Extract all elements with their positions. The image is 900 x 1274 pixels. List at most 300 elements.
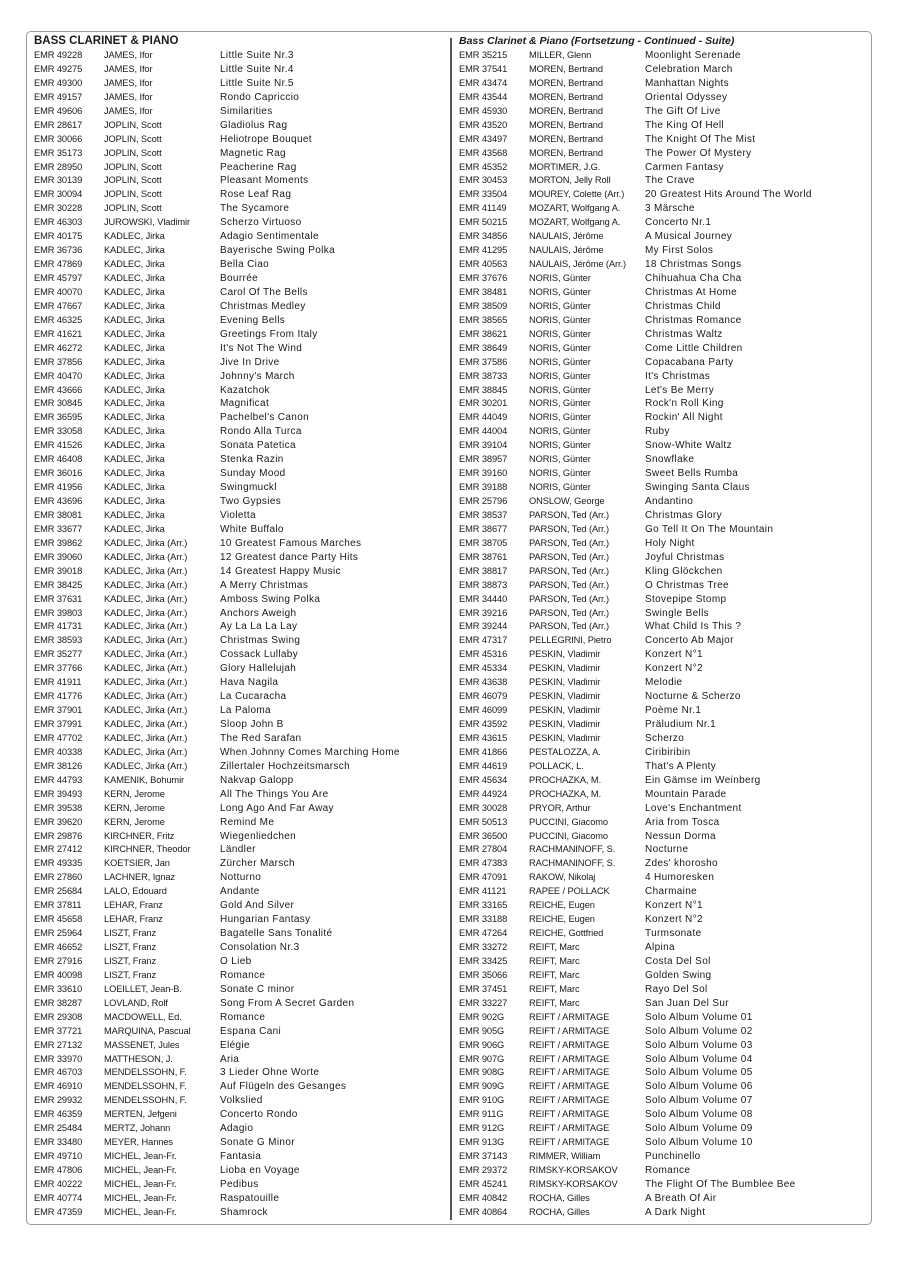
composer-name: NORIS, Günter — [529, 468, 591, 479]
composer-name: KADLEC, Jirka (Arr.) — [104, 732, 188, 743]
composer-name: REIFT / ARMITAGE — [529, 1095, 610, 1106]
catalog-row — [459, 147, 871, 161]
catalog-list — [459, 49, 871, 1220]
piece-title: Aria from Tosca — [645, 816, 720, 828]
piece-title: Anchors Aweigh — [220, 607, 297, 619]
composer-name: NORIS, Günter — [529, 342, 591, 353]
catalog-number: EMR 902G — [459, 1011, 505, 1022]
composer-name: JOPLIN, Scott — [104, 203, 162, 214]
catalog-number: EMR 913G — [459, 1137, 505, 1148]
piece-title: 3 Märsche — [645, 203, 695, 215]
composer-name: RIMSKY-KORSAKOV — [529, 1165, 618, 1175]
piece-title: It's Not The Wind — [220, 342, 303, 354]
piece-title: Rondo Capriccio — [220, 91, 300, 103]
catalog-number: EMR 29876 — [34, 830, 83, 841]
composer-name: RACHMANINOFF, S. — [529, 858, 616, 869]
catalog-number: EMR 49228 — [34, 50, 83, 60]
composer-name: PARSON, Ted (Arr.) — [529, 621, 609, 632]
composer-name: PARSON, Ted (Arr.) — [529, 593, 609, 604]
catalog-number: EMR 38957 — [459, 454, 508, 465]
catalog-row — [459, 732, 871, 746]
catalog-row — [459, 1136, 871, 1150]
piece-title: Manhattan Nights — [645, 77, 729, 89]
piece-title: Love's Enchantment — [645, 802, 742, 814]
catalog-row — [34, 537, 446, 551]
catalog-row — [459, 77, 871, 91]
catalog-number: EMR 39160 — [459, 468, 508, 479]
composer-name: KADLEC, Jirka (Arr.) — [104, 537, 188, 548]
piece-title: Similarities — [220, 105, 273, 117]
catalog-row — [459, 370, 871, 384]
catalog-row — [34, 1011, 446, 1025]
catalog-row — [459, 788, 871, 802]
piece-title: 18 Christmas Songs — [645, 259, 742, 271]
composer-name: NORIS, Günter — [529, 314, 591, 325]
catalog-number: EMR 908G — [459, 1067, 505, 1078]
catalog-number: EMR 41526 — [34, 440, 83, 451]
catalog-number: EMR 41731 — [34, 621, 83, 632]
catalog-row — [34, 244, 446, 258]
composer-name: NORIS, Günter — [529, 273, 591, 283]
piece-title: Rose Leaf Rag — [220, 189, 292, 201]
piece-title: Bagatelle Sans Tonalité — [220, 928, 333, 940]
catalog-number: EMR 38593 — [34, 635, 83, 646]
piece-title: That's A Plenty — [645, 760, 717, 772]
catalog-row — [459, 133, 871, 147]
composer-name: KADLEC, Jirka — [104, 370, 165, 381]
catalog-row — [459, 272, 871, 286]
catalog-number: EMR 30139 — [34, 175, 83, 186]
composer-name: REIFT / ARMITAGE — [529, 1123, 610, 1134]
composer-name: NORIS, Günter — [529, 328, 591, 339]
piece-title: Romance — [220, 1011, 266, 1023]
piece-title: Glory Hallelujah — [220, 663, 297, 675]
catalog-number: EMR 37451 — [459, 983, 508, 994]
catalog-number: EMR 44924 — [459, 788, 508, 799]
composer-name: REIFT / ARMITAGE — [529, 1067, 610, 1078]
catalog-row — [459, 885, 871, 899]
catalog-row — [34, 105, 446, 119]
catalog-number: EMR 38705 — [459, 537, 508, 548]
catalog-number: EMR 39216 — [459, 607, 508, 618]
composer-name: REIFT, Marc — [529, 942, 580, 952]
catalog-row — [34, 314, 446, 328]
catalog-number: EMR 910G — [459, 1095, 505, 1106]
section-heading: BASS CLARINET & PIANO — [34, 35, 179, 47]
catalog-row — [34, 732, 446, 746]
piece-title: Swinging Santa Claus — [645, 482, 750, 494]
catalog-row — [34, 885, 446, 899]
composer-name: KADLEC, Jirka — [104, 286, 165, 297]
composer-name: MORTON, Jelly Roll — [529, 175, 611, 186]
piece-title: Oriental Odyssey — [645, 91, 728, 103]
catalog-row — [459, 1206, 871, 1220]
catalog-row — [34, 871, 446, 885]
catalog-number: EMR 49300 — [34, 77, 83, 88]
catalog-number: EMR 36595 — [34, 412, 83, 423]
catalog-number: EMR 38509 — [459, 300, 508, 311]
composer-name: NORIS, Günter — [529, 370, 591, 381]
catalog-number: EMR 39188 — [459, 482, 508, 493]
composer-name: RAPEE / POLLACK — [529, 886, 610, 897]
piece-title: Pachelbel's Canon — [220, 412, 310, 424]
catalog-number: EMR 25796 — [459, 496, 508, 506]
catalog-number: EMR 41295 — [459, 245, 508, 256]
catalog-number: EMR 45241 — [459, 1178, 508, 1189]
piece-title: Gold And Silver — [220, 900, 295, 912]
catalog-number: EMR 46359 — [34, 1109, 83, 1120]
catalog-row — [459, 802, 871, 816]
catalog-row — [34, 746, 446, 760]
piece-title: Nocturne — [645, 844, 689, 856]
catalog-number: EMR 33227 — [459, 997, 508, 1008]
composer-name: MOZART, Wolfgang A. — [529, 203, 621, 214]
catalog-row — [34, 342, 446, 356]
catalog-row — [459, 216, 871, 230]
piece-title: Christmas Swing — [220, 635, 301, 647]
piece-title: Punchinello — [645, 1151, 701, 1163]
catalog-number: EMR 33165 — [459, 900, 508, 911]
piece-title: Fantasia — [220, 1151, 262, 1163]
catalog-row — [459, 941, 871, 955]
composer-name: KADLEC, Jirka — [104, 496, 165, 506]
piece-title: 10 Greatest Famous Marches — [220, 537, 362, 549]
piece-title: Two Gypsies — [220, 496, 282, 507]
piece-title: Elégie — [220, 1039, 250, 1051]
piece-title: All The Things You Are — [220, 788, 329, 800]
piece-title: Lioba en Voyage — [220, 1165, 300, 1176]
catalog-row — [459, 411, 871, 425]
catalog-row — [459, 188, 871, 202]
catalog-number: EMR 906G — [459, 1039, 505, 1050]
catalog-row — [459, 481, 871, 495]
catalog-number: EMR 30845 — [34, 398, 83, 409]
composer-name: NORIS, Günter — [529, 300, 591, 311]
composer-name: JAMES, Ifor — [104, 63, 153, 74]
catalog-number: EMR 50513 — [459, 816, 508, 827]
catalog-row — [34, 857, 446, 871]
piece-title: Stenka Razin — [220, 454, 284, 466]
composer-name: LOEILLET, Jean-B. — [104, 983, 182, 994]
catalog-number: EMR 34440 — [459, 593, 508, 604]
catalog-number: EMR 46325 — [34, 314, 83, 325]
catalog-row — [34, 899, 446, 913]
piece-title: Pleasant Moments — [220, 175, 309, 187]
composer-name: PUCCINI, Giacomo — [529, 830, 608, 841]
piece-title: Magnetic Rag — [220, 147, 286, 159]
composer-name: JOPLIN, Scott — [104, 147, 162, 158]
catalog-number: EMR 46272 — [34, 342, 83, 353]
composer-name: NORIS, Günter — [529, 356, 591, 367]
catalog-number: EMR 909G — [459, 1081, 505, 1092]
catalog-row — [459, 551, 871, 565]
catalog-row — [459, 927, 871, 941]
catalog-number: EMR 25484 — [34, 1123, 83, 1134]
catalog-row — [459, 174, 871, 188]
piece-title: Kling Glöckchen — [645, 565, 723, 577]
catalog-row — [459, 899, 871, 913]
catalog-row — [459, 871, 871, 885]
catalog-row — [34, 1150, 446, 1164]
catalog-number: EMR 38425 — [34, 579, 83, 590]
catalog-row — [459, 286, 871, 300]
catalog-number: EMR 40338 — [34, 746, 83, 757]
catalog-number: EMR 43497 — [459, 133, 508, 144]
composer-name: PESKIN, Vladimir — [529, 732, 601, 743]
catalog-number: EMR 30201 — [459, 398, 508, 409]
catalog-row — [459, 593, 871, 607]
composer-name: RACHMANINOFF, S. — [529, 844, 616, 855]
piece-title: Scherzo Virtuoso — [220, 217, 302, 229]
composer-name: KADLEC, Jirka — [104, 454, 165, 465]
catalog-row — [459, 774, 871, 788]
catalog-row — [459, 397, 871, 411]
composer-name: REIFT / ARMITAGE — [529, 1081, 610, 1092]
catalog-row — [34, 481, 446, 495]
catalog-number: EMR 45316 — [459, 649, 508, 660]
catalog-row — [34, 1025, 446, 1039]
piece-title: Auf Flügeln des Gesanges — [220, 1081, 347, 1093]
composer-name: REIFT, Marc — [529, 997, 580, 1008]
catalog-number: EMR 30453 — [459, 175, 508, 186]
catalog-number: EMR 27132 — [34, 1039, 83, 1050]
catalog-number: EMR 35066 — [459, 969, 508, 980]
catalog-row — [34, 830, 446, 844]
left-column — [34, 34, 446, 1220]
catalog-row — [34, 133, 446, 147]
catalog-row — [459, 258, 871, 272]
catalog-row — [459, 1122, 871, 1136]
piece-title: Little Suite Nr.4 — [220, 63, 294, 75]
composer-name: JOPLIN, Scott — [104, 133, 162, 144]
composer-name: LISZT, Franz — [104, 942, 157, 952]
composer-name: PARSON, Ted (Arr.) — [529, 509, 609, 520]
composer-name: KERN, Jerome — [104, 802, 165, 813]
composer-name: REIFT / ARMITAGE — [529, 1025, 610, 1036]
catalog-number: EMR 37676 — [459, 273, 508, 283]
catalog-row — [34, 997, 446, 1011]
piece-title: Heliotrope Bouquet — [220, 133, 312, 145]
composer-name: KADLEC, Jirka (Arr.) — [104, 565, 188, 576]
composer-name: MERTZ, Johann — [104, 1123, 171, 1134]
catalog-number: EMR 39620 — [34, 816, 83, 827]
catalog-row — [459, 523, 871, 537]
piece-title: Violetta — [220, 509, 256, 521]
catalog-number: EMR 39803 — [34, 607, 83, 618]
composer-name: JOPLIN, Scott — [104, 189, 162, 200]
catalog-row — [459, 1164, 871, 1178]
piece-title: O Christmas Tree — [645, 579, 729, 591]
composer-name: KADLEC, Jirka — [104, 468, 165, 479]
piece-title: Präludium Nr.1 — [645, 719, 717, 730]
piece-title: Stovepipe Stomp — [645, 593, 727, 605]
piece-title: Sweet Bells Rumba — [645, 468, 739, 480]
piece-title: When Johnny Comes Marching Home — [220, 746, 400, 758]
catalog-number: EMR 27412 — [34, 844, 83, 855]
catalog-row — [459, 384, 871, 398]
catalog-row — [459, 202, 871, 216]
composer-name: KADLEC, Jirka — [104, 426, 165, 437]
catalog-number: EMR 37541 — [459, 63, 508, 74]
catalog-row — [34, 704, 446, 718]
catalog-row — [34, 983, 446, 997]
catalog-row — [34, 174, 446, 188]
composer-name: MOREN, Bertrand — [529, 91, 603, 102]
composer-name: PARSON, Ted (Arr.) — [529, 523, 609, 534]
catalog-number: EMR 47317 — [459, 635, 508, 646]
composer-name: MICHEL, Jean-Fr. — [104, 1192, 177, 1203]
catalog-row — [34, 272, 446, 286]
composer-name: PESTALOZZA, A. — [529, 746, 601, 757]
composer-name: KADLEC, Jirka (Arr.) — [104, 579, 188, 590]
piece-title: Snowflake — [645, 454, 695, 466]
catalog-number: EMR 38565 — [459, 314, 508, 325]
piece-title: White Buffalo — [220, 523, 284, 535]
catalog-number: EMR 37586 — [459, 356, 508, 367]
composer-name: KADLEC, Jirka — [104, 509, 165, 520]
catalog-number: EMR 30028 — [459, 802, 508, 813]
piece-title: Raspatouille — [220, 1192, 280, 1204]
catalog-row — [34, 509, 446, 523]
composer-name: NORIS, Günter — [529, 412, 591, 423]
piece-title: Go Tell It On The Mountain — [645, 523, 774, 535]
catalog-number: EMR 40222 — [34, 1178, 83, 1189]
piece-title: Notturno — [220, 872, 262, 884]
piece-title: Ciribiribin — [645, 746, 691, 758]
catalog-number: EMR 41121 — [459, 886, 507, 897]
piece-title: The Flight Of The Bumblee Bee — [645, 1178, 796, 1190]
composer-name: LEHAR, Franz — [104, 900, 163, 911]
piece-title: Konzert N°1 — [645, 900, 703, 912]
piece-title: Come Little Children — [645, 342, 743, 354]
piece-title: Long Ago And Far Away — [220, 802, 334, 814]
piece-title: Concerto Rondo — [220, 1109, 298, 1121]
piece-title: Romance — [220, 969, 266, 981]
catalog-number: EMR 50215 — [459, 217, 508, 228]
catalog-row — [34, 1053, 446, 1067]
composer-name: MOREN, Bertrand — [529, 63, 603, 74]
piece-title: The King Of Hell — [645, 119, 724, 131]
catalog-row — [459, 453, 871, 467]
piece-title: La Paloma — [220, 705, 271, 717]
piece-title: Sonate G Minor — [220, 1137, 295, 1149]
composer-name: KADLEC, Jirka (Arr.) — [104, 635, 188, 646]
catalog-row — [34, 77, 446, 91]
piece-title: Melodie — [645, 677, 683, 689]
catalog-row — [459, 230, 871, 244]
catalog-number: EMR 43696 — [34, 496, 83, 506]
composer-name: KADLEC, Jirka — [104, 273, 165, 283]
catalog-row — [459, 955, 871, 969]
composer-name: KERN, Jerome — [104, 788, 165, 799]
composer-name: KADLEC, Jirka — [104, 412, 165, 423]
composer-name: KADLEC, Jirka — [104, 482, 165, 493]
composer-name: PARSON, Ted (Arr.) — [529, 537, 609, 548]
composer-name: KADLEC, Jirka (Arr.) — [104, 551, 188, 562]
catalog-row — [459, 1192, 871, 1206]
composer-name: ROCHA, Gilles — [529, 1192, 590, 1203]
catalog-number: EMR 37766 — [34, 663, 83, 674]
catalog-number: EMR 38649 — [459, 342, 508, 353]
catalog-number: EMR 46652 — [34, 942, 83, 952]
catalog-row — [34, 579, 446, 593]
catalog-row — [459, 1178, 871, 1192]
piece-title: Bourrée — [220, 273, 259, 284]
piece-title: Rock'n Roll King — [645, 398, 724, 410]
composer-name: PESKIN, Vladimir — [529, 705, 601, 716]
piece-title: Poème Nr.1 — [645, 705, 702, 717]
catalog-number: EMR 38287 — [34, 997, 83, 1008]
catalog-number: EMR 45334 — [459, 663, 508, 674]
composer-name: KADLEC, Jirka — [104, 328, 165, 339]
catalog-number: EMR 41866 — [459, 746, 508, 757]
composer-name: MOREN, Bertrand — [529, 105, 603, 116]
piece-title: Snow-White Waltz — [645, 440, 732, 452]
catalog-row — [459, 1066, 871, 1080]
catalog-row — [459, 830, 871, 844]
catalog-number: EMR 40563 — [459, 259, 508, 270]
catalog-row — [34, 676, 446, 690]
piece-title: Gladiolus Rag — [220, 119, 288, 131]
composer-name: KADLEC, Jirka — [104, 245, 165, 256]
piece-title: Solo Album Volume 08 — [645, 1109, 753, 1121]
catalog-number: EMR 33970 — [34, 1053, 83, 1064]
catalog-number: EMR 36736 — [34, 245, 83, 256]
piece-title: Adagio Sentimentale — [220, 231, 319, 243]
catalog-number: EMR 47702 — [34, 732, 83, 743]
piece-title: Alpina — [645, 942, 675, 953]
piece-title: Rayo Del Sol — [645, 983, 708, 995]
piece-title: My First Solos — [645, 245, 714, 257]
composer-name: NORIS, Günter — [529, 482, 591, 493]
composer-name: MEYER, Hannes — [104, 1137, 173, 1148]
composer-name: MERTEN, Jefgeni — [104, 1109, 177, 1120]
catalog-number: EMR 43666 — [34, 384, 83, 395]
catalog-row — [34, 91, 446, 105]
catalog-number: EMR 27860 — [34, 872, 83, 883]
piece-title: Volkslied — [220, 1095, 263, 1107]
piece-title: Costa Del Sol — [645, 955, 711, 967]
catalog-row — [459, 662, 871, 676]
catalog-number: EMR 28950 — [34, 161, 83, 172]
piece-title: Solo Album Volume 01 — [645, 1011, 753, 1023]
catalog-row — [459, 1094, 871, 1108]
composer-name: MICHEL, Jean-Fr. — [104, 1178, 177, 1189]
catalog-row — [34, 453, 446, 467]
catalog-row — [459, 342, 871, 356]
catalog-row — [459, 537, 871, 551]
catalog-row — [34, 1164, 446, 1178]
catalog-row — [34, 1178, 446, 1192]
composer-name: KADLEC, Jirka — [104, 523, 165, 534]
catalog-number: EMR 30066 — [34, 133, 83, 144]
catalog-row — [459, 1039, 871, 1053]
composer-name: KADLEC, Jirka (Arr.) — [104, 691, 188, 702]
composer-name: LACHNER, Ignaz — [104, 872, 175, 883]
catalog-number: EMR 45352 — [459, 161, 508, 172]
catalog-number: EMR 33058 — [34, 426, 83, 437]
composer-name: NORIS, Günter — [529, 454, 591, 465]
composer-name: PARSON, Ted (Arr.) — [529, 551, 609, 562]
catalog-number: EMR 38481 — [459, 286, 508, 297]
piece-title: Pedibus — [220, 1178, 259, 1190]
piece-title: Christmas Medley — [220, 300, 306, 312]
catalog-number: EMR 38761 — [459, 551, 508, 562]
piece-title: 14 Greatest Happy Music — [220, 565, 341, 577]
piece-title: Christmas Romance — [645, 314, 742, 326]
catalog-number: EMR 46703 — [34, 1067, 83, 1078]
composer-name: NORIS, Günter — [529, 426, 591, 437]
